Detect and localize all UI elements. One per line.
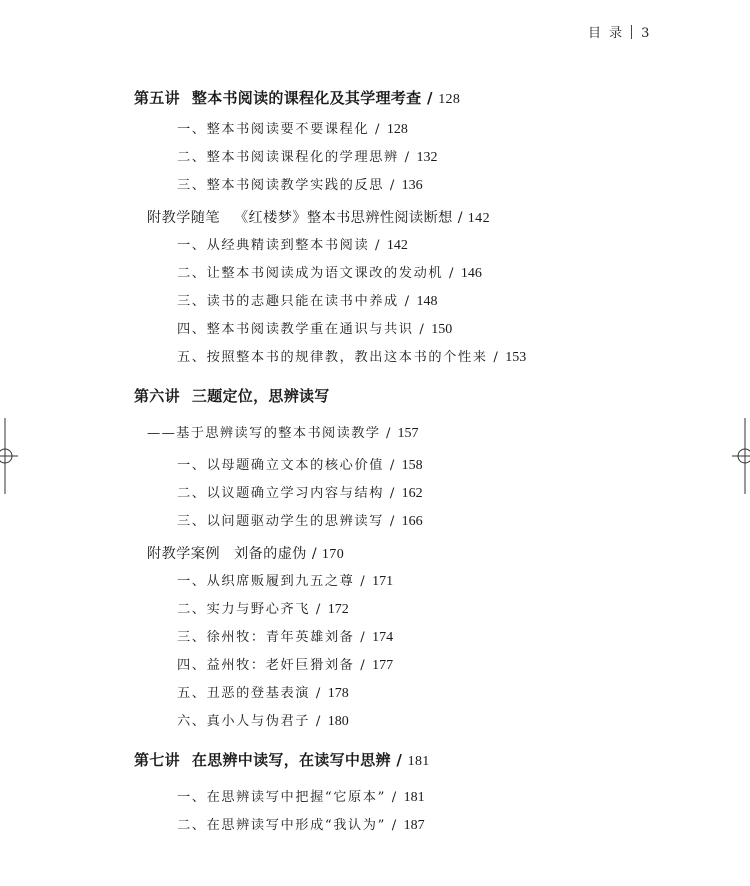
- page-number: 128: [386, 122, 408, 137]
- toc-entry[interactable]: 二、以议题确立学习内容与结构 / 162: [177, 486, 423, 501]
- toc-entry[interactable]: 四、整本书阅读教学重在通识与共识 / 150: [177, 322, 453, 337]
- entry-title: 一、在思辨读写中把握“它原本”: [177, 790, 386, 805]
- page-number: 128: [438, 92, 461, 107]
- toc-entry[interactable]: 二、实力与野心齐飞 / 172: [177, 602, 349, 617]
- toc-entry[interactable]: 三、徐州牧：青年英雄刘备 / 174: [177, 630, 394, 645]
- page-number: 166: [401, 514, 423, 529]
- toc-entry[interactable]: 三、读书的志趣只能在读书中养成 / 148: [177, 294, 438, 309]
- entry-title: 四、益州牧：老奸巨猾刘备: [177, 658, 355, 673]
- entry-title: 三、徐州牧：青年英雄刘备: [177, 630, 355, 645]
- crop-mark-right-icon: [732, 418, 750, 494]
- page-number: 158: [401, 458, 423, 473]
- entry-title: 二、以议题确立学习内容与结构: [177, 486, 385, 501]
- running-head-label: 目 录: [588, 26, 625, 41]
- toc-entry[interactable]: 二、让整本书阅读成为语文课改的发动机 / 146: [177, 266, 482, 281]
- page-number: 178: [327, 686, 349, 701]
- toc-entry[interactable]: 一、在思辨读写中把握“它原本” / 181: [177, 790, 425, 805]
- page-number: 187: [403, 818, 425, 833]
- entry-title: 三、以问题驱动学生的思辨读写: [177, 514, 385, 529]
- page-number: 180: [327, 714, 349, 729]
- page-number: 172: [327, 602, 349, 617]
- chapter-number: 第五讲: [134, 89, 180, 107]
- page-number: 142: [386, 238, 408, 253]
- page-number: 153: [505, 350, 527, 365]
- toc-chapter[interactable]: 第七讲 在思辨中读写，在读写中思辨 / 181: [134, 751, 430, 769]
- entry-title: 一、从织席贩履到九五之尊: [177, 574, 355, 589]
- entry-title: 五、丑恶的登基表演: [177, 686, 311, 701]
- entry-title: 一、以母题确立文本的核心价值: [177, 458, 385, 473]
- entry-title: 一、从经典精读到整本书阅读: [177, 238, 370, 253]
- appendix-label: 附教学案例: [147, 546, 220, 562]
- entry-title: 二、让整本书阅读成为语文课改的发动机: [177, 266, 444, 281]
- chapter-number: 第七讲: [134, 751, 180, 769]
- page-number: 157: [397, 426, 419, 441]
- page-number: 150: [431, 322, 453, 337]
- toc-entry[interactable]: 五、按照整本书的规律教，教出这本书的个性来 / 153: [177, 350, 527, 365]
- chapter-title: 在思辨中读写，在读写中思辨: [191, 751, 391, 769]
- page-number: 171: [372, 574, 394, 589]
- toc-entry[interactable]: 三、整本书阅读教学实践的反思 / 136: [177, 178, 423, 193]
- page-number: 148: [416, 294, 438, 309]
- entry-title: 三、读书的志趣只能在读书中养成: [177, 294, 399, 309]
- page-number: 181: [407, 754, 430, 769]
- toc-entry[interactable]: 二、整本书阅读课程化的学理思辨 / 132: [177, 150, 438, 165]
- chapter-number: 第六讲: [134, 387, 180, 405]
- toc-appendix[interactable]: 附教学随笔 《红楼梦》整本书思辨性阅读断想 / 142: [147, 210, 490, 226]
- toc-entry[interactable]: 一、从经典精读到整本书阅读 / 142: [177, 238, 408, 253]
- page-number: 142: [467, 211, 490, 226]
- page-number: 146: [460, 266, 482, 281]
- page-number: 177: [372, 658, 394, 673]
- entry-title: 二、实力与野心齐飞: [177, 602, 311, 617]
- chapter-title: 三题定位，思辨读写: [191, 387, 330, 405]
- toc-chapter[interactable]: [134, 386, 330, 406]
- appendix-title: 刘备的虚伪: [233, 546, 307, 562]
- entry-title: 二、整本书阅读课程化的学理思辨: [177, 150, 399, 165]
- toc-chapter[interactable]: 第五讲 整本书阅读的课程化及其学理考查 / 128: [134, 89, 461, 107]
- toc-appendix[interactable]: 附教学案例 刘备的虚伪 / 170: [147, 546, 345, 562]
- page-number: 162: [401, 486, 423, 501]
- entry-title: 六、真小人与伪君子: [177, 714, 311, 729]
- entry-title: 三、整本书阅读教学实践的反思: [177, 178, 385, 193]
- entry-title: 五、按照整本书的规律教，教出这本书的个性来: [177, 350, 488, 365]
- toc-entry[interactable]: 四、益州牧：老奸巨猾刘备 / 177: [177, 658, 394, 673]
- toc-entry[interactable]: 一、整本书阅读要不要课程化 / 128: [177, 122, 408, 137]
- toc-entry[interactable]: 一、以母题确立文本的核心价值 / 158: [177, 458, 423, 473]
- page-number: 181: [403, 790, 425, 805]
- page-number: 132: [416, 150, 438, 165]
- subtitle-text: ——基于思辨读写的整本书阅读教学: [147, 426, 381, 441]
- page-number: 136: [401, 178, 423, 193]
- page-number: 170: [321, 547, 345, 562]
- toc-entry[interactable]: 二、在思辨读写中形成“我认为” / 187: [177, 818, 425, 833]
- running-head-page-number: 3: [641, 26, 652, 41]
- toc-entry[interactable]: 五、丑恶的登基表演 / 178: [177, 686, 349, 701]
- appendix-title: 《红楼梦》整本书思辨性阅读断想: [233, 210, 453, 226]
- toc-subtitle[interactable]: ——基于思辨读写的整本书阅读教学 / 157: [147, 426, 419, 441]
- entry-title: 二、在思辨读写中形成“我认为”: [177, 818, 386, 833]
- toc-entry[interactable]: 三、以问题驱动学生的思辨读写 / 166: [177, 514, 423, 529]
- toc-entry[interactable]: 一、从织席贩履到九五之尊 / 171: [177, 574, 394, 589]
- entry-title: 一、整本书阅读要不要课程化: [177, 122, 370, 137]
- crop-mark-left-icon: [0, 418, 18, 494]
- appendix-label: 附教学随笔: [147, 210, 220, 226]
- toc-entry[interactable]: 六、真小人与伪君子 / 180: [177, 714, 349, 729]
- chapter-title: 整本书阅读的课程化及其学理考查: [191, 89, 422, 107]
- page-number: 174: [372, 630, 394, 645]
- entry-title: 四、整本书阅读教学重在通识与共识: [177, 322, 414, 337]
